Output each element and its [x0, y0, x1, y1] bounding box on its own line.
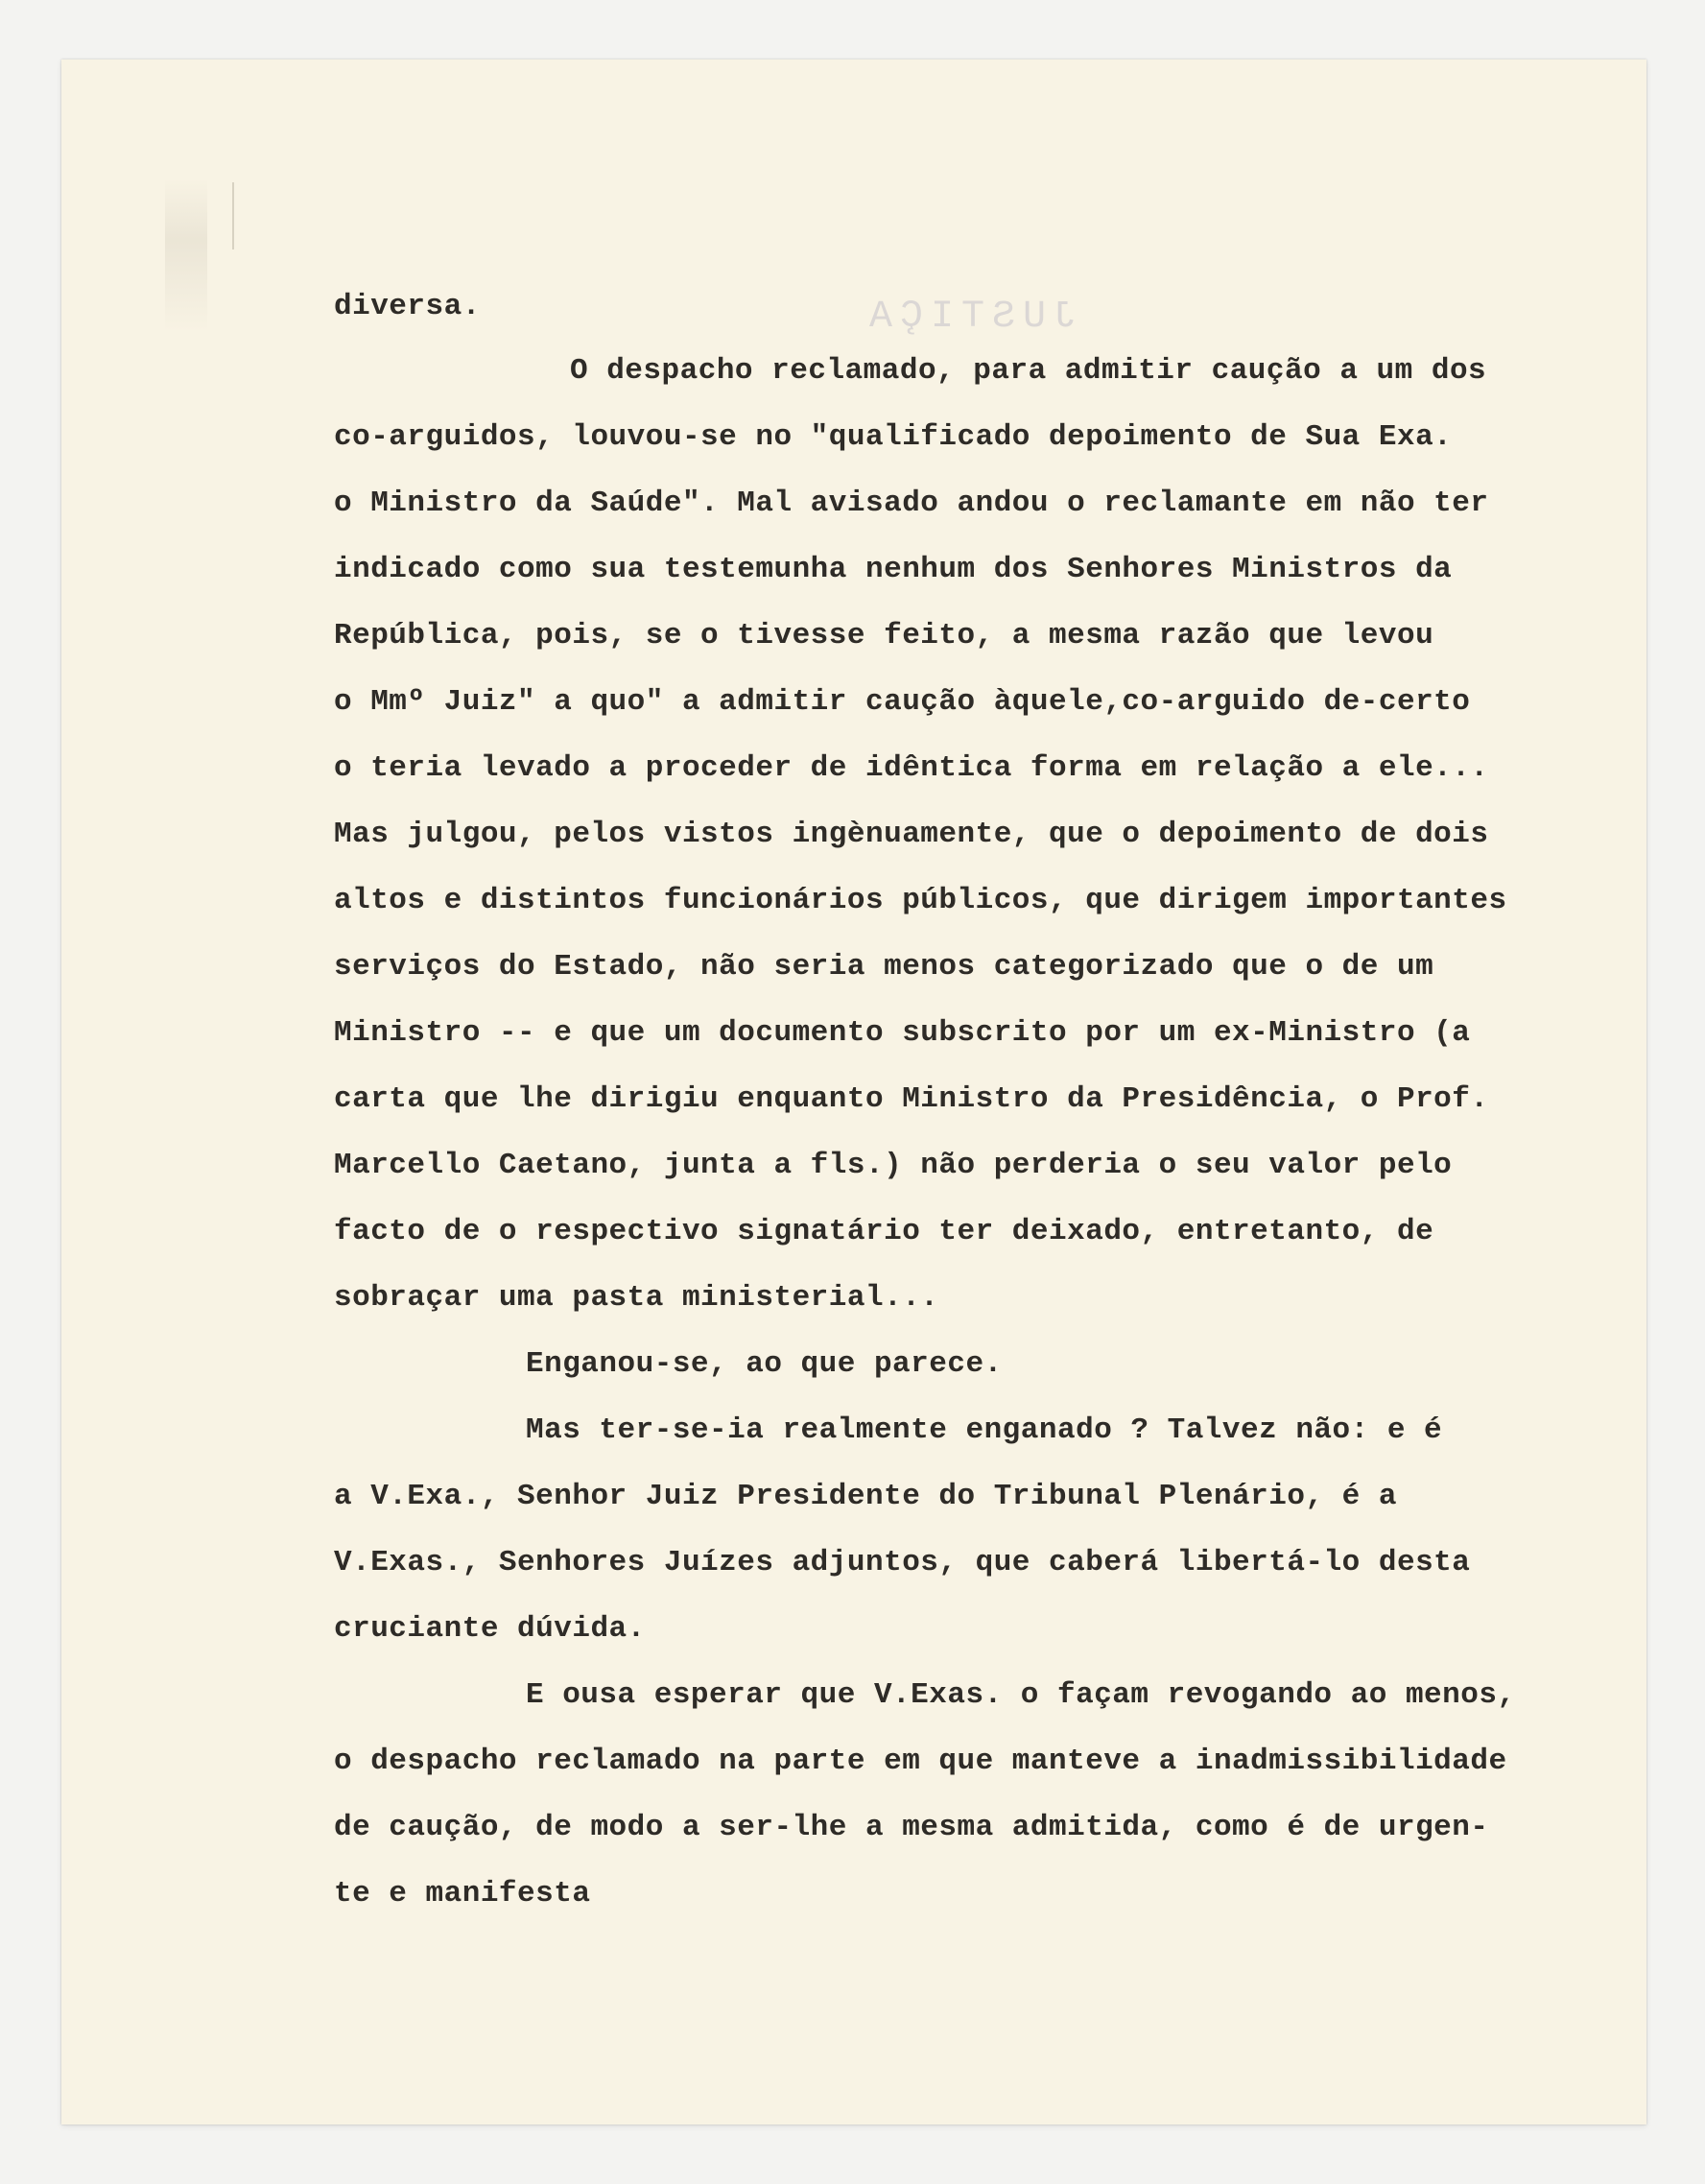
- text-line: Ministro -- e que um documento subscrito por um ex-Ministro (a: [334, 1016, 1471, 1050]
- text-line: Mas julgou, pelos vistos ingènuamente, que o depoimento de dois: [334, 818, 1489, 851]
- text-line: República, pois, se o tivesse feito, a mesma razão que levou: [334, 619, 1434, 653]
- text-line: O despacho reclamado, para admitir caução a um dos: [570, 354, 1487, 388]
- text-line: o despacho reclamado na parte em que manteve a inadmissibilidade: [334, 1745, 1507, 1778]
- text-line: a V.Exa., Senhor Juiz Presidente do Tribunal Plenário, é a: [334, 1480, 1397, 1513]
- text-line: facto de o respectivo signatário ter deixado, entretanto, de: [334, 1215, 1434, 1248]
- text-line: altos e distintos funcionários públicos, que dirigem importantes: [334, 884, 1507, 917]
- text-line: Mas ter-se-ia realmente enganado ? Talvez não: e é: [526, 1413, 1443, 1447]
- text-line: de caução, de modo a ser-lhe a mesma admitida, como é de urgen-: [334, 1811, 1489, 1844]
- text-line: cruciante dúvida.: [334, 1612, 646, 1646]
- text-line: carta que lhe dirigiu enquanto Ministro da Presidência, o Prof.: [334, 1082, 1489, 1116]
- text-line: E ousa esperar que V.Exas. o façam revogando ao menos,: [526, 1678, 1516, 1712]
- text-line: o Mmº Juiz" a quo" a admitir caução àquele,co-arguido de-certo: [334, 685, 1471, 719]
- text-line: Marcello Caetano, junta a fls.) não perderia o seu valor pelo: [334, 1149, 1453, 1182]
- text-line: diversa.: [334, 290, 481, 323]
- text-line: o teria levado a proceder de idêntica forma em relação a ele...: [334, 751, 1489, 785]
- text-line: te e manifesta: [334, 1877, 591, 1911]
- text-line: serviços do Estado, não seria menos categorizado que o de um: [334, 950, 1434, 984]
- text-line: Enganou-se, ao que parece.: [526, 1347, 1003, 1381]
- text-line: indicado como sua testemunha nenhum dos Senhores Ministros da: [334, 553, 1453, 586]
- text-line: o Ministro da Saúde". Mal avisado andou o reclamante em não ter: [334, 487, 1489, 520]
- text-line: co-arguidos, louvou-se no "qualificado depoimento de Sua Exa.: [334, 420, 1453, 454]
- paper-crease: [165, 178, 207, 332]
- paper-crease-line: [232, 182, 234, 249]
- text-line: V.Exas., Senhores Juízes adjuntos, que caberá libertá-lo desta: [334, 1546, 1471, 1579]
- text-line: sobraçar uma pasta ministerial...: [334, 1281, 939, 1315]
- bleed-through-header: JUSTIÇA: [862, 296, 1077, 339]
